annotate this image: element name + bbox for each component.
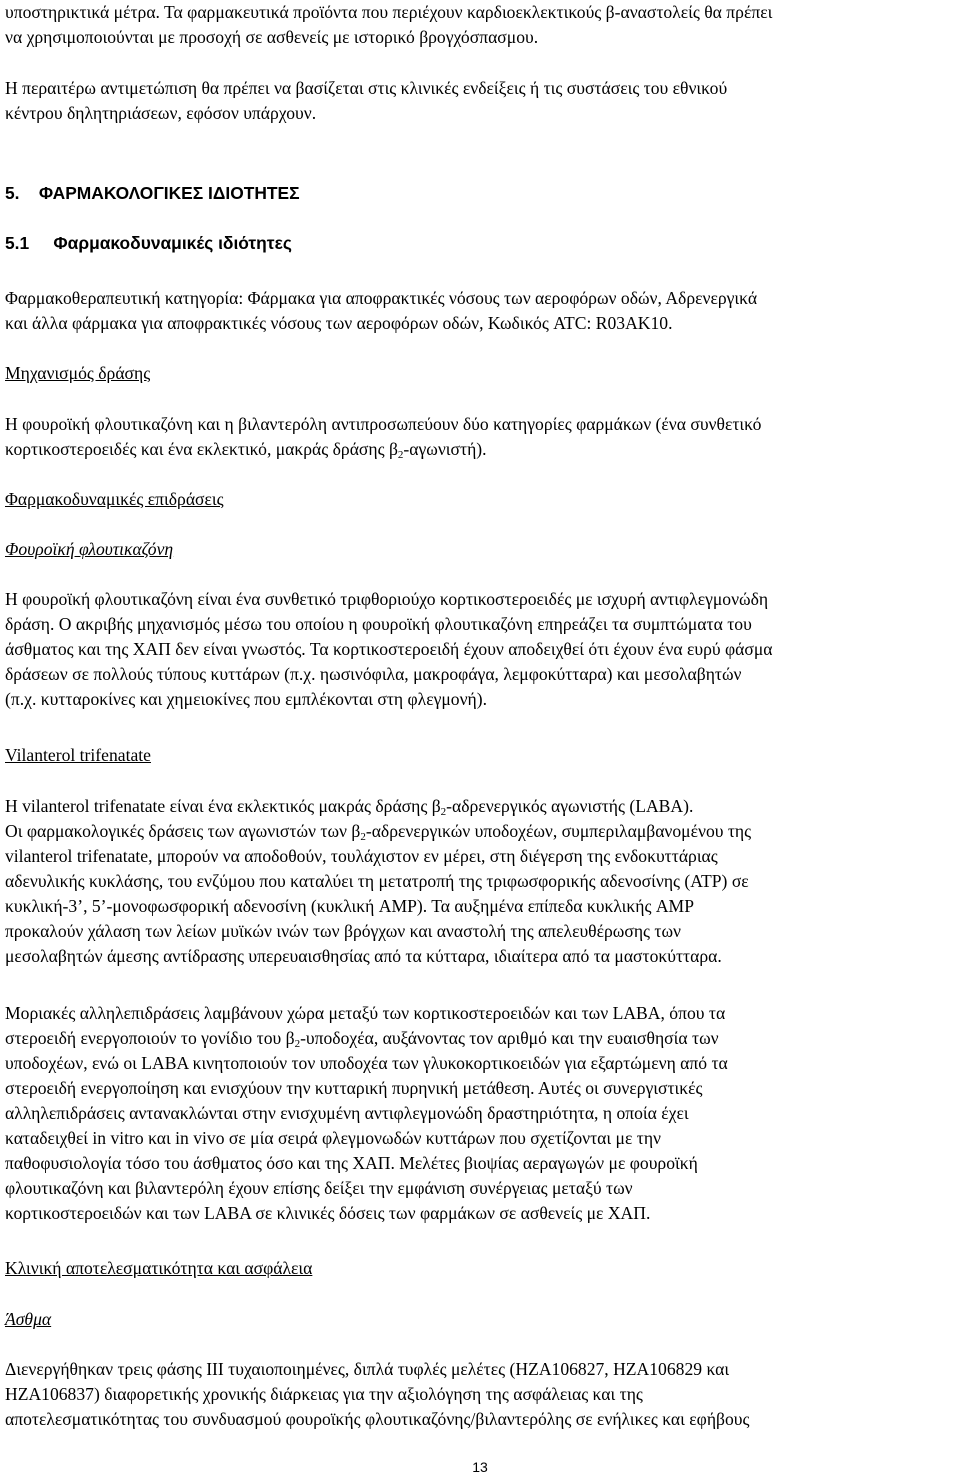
text-line: Η φουροϊκή φλουτικαζόνη και η βιλαντερόλη αντιπροσωπεύουν δύο κατηγορίες φαρμάκων (ένα συνθετικό (5, 414, 762, 434)
text-line: παθοφυσιολογία τόσο του άσθματος όσο και της ΧΑΠ. Μελέτες βιοψίας αεραγωγών με φουροϊκή (5, 1153, 698, 1173)
text-line: στεροειδή ενεργοποιούν το γονίδιο του $\beta_2$-υποδοχέα, αυξάνοντας τον αριθμό και την ευαισθησία των (5, 1028, 719, 1050)
section-title: Φαρμακοδυναμικές ιδιότητες (53, 233, 292, 253)
text-line: καταδειχθεί in vitro και in vivo σε μία σειρά φλεγμονωδών κυττάρων που σχετίζονται με την (5, 1128, 661, 1148)
text-line: κορτικοστεροειδών και των LABA σε κλινικές δόσεις των φαρμάκων σε ασθενείς με ΧΑΠ. (5, 1203, 651, 1223)
text-line: αποτελεσματικότητας του συνδυασμού φουροϊκής φλουτικαζόνης/βιλαντερόλης σε ενήλικες και εφήβους (5, 1409, 750, 1429)
text-line: δράση. Ο ακριβής μηχανισμός μέσω του οποίου η φουροϊκή φλουτικαζόνη επηρεάζει τα συμπτώματα του (5, 614, 752, 634)
text-line: vilanterol trifenatate, μπορούν να αποδοθούν, τουλάχιστον εν μέρει, στη διέγερση της ενδοκυττάριας (5, 846, 718, 866)
text-line: αδενυλικής κυκλάσης, του ενζύμου που καταλύει τη μετατροπή της τριφωσφορικής αδενοσίνης (ATP) σε (5, 871, 749, 891)
vilanterol-paragraph (5, 794, 950, 969)
text-line: αλληλεπιδράσεις αντανακλώνται στην ενισχυμένη αντιφλεγμονώδη δραστηριότητα, η οποία έχει (5, 1103, 689, 1123)
intro-paragraph (5, 0, 950, 50)
text-line: Η vilanterol trifenatate είναι ένα εκλεκτικός μακράς δράσης $\beta_2$-αδρενεργικός αγωνιστής (LABA). (5, 796, 694, 818)
section-title: ΦΑΡΜΑΚΟΛΟΓΙΚΕΣ ΙΔΙΟΤΗΤΕΣ (38, 183, 300, 203)
asthma-heading: Άσθμα (5, 1309, 52, 1329)
text-line: δράσεων σε πολλούς τύπους κυττάρων (π.χ. ηωσινόφιλα, μακροφάγα, λεμφοκύτταρα) και μεσολαβητών (5, 664, 742, 684)
fluticasone-paragraph (5, 587, 950, 712)
vilanterol-heading: Vilanterol trifenatate (5, 745, 151, 765)
text-line: κορτικοστεροειδές και ένα εκλεκτικό, μακράς δράσης $\beta_2-\alpha\gamma\omega\nu\iota\sigma\tau ή$). (5, 439, 487, 461)
section-number: 5. (5, 183, 20, 203)
text-line: κυκλική-3’, 5’-μονοφωσφορική αδενοσίνη (κυκλική AMP). Τα αυξημένα επίπεδα κυκλικής AMP (5, 896, 694, 916)
text-line: Η περαιτέρω αντιμετώπιση θα πρέπει να βασίζεται στις κλινικές ενδείξεις ή τις συστάσεις του εθνικού (5, 78, 728, 98)
text-line: άσθματος και της ΧΑΠ δεν είναι γνωστός. Τα κορτικοστεροειδή έχουν αποδειχθεί ότι έχουν ένα ευρύ φάσμα (5, 639, 773, 659)
text-line: Η φουροϊκή φλουτικαζόνη είναι ένα συνθετικό τριφθοριούχο κορτικοστεροειδές με ισχυρή αντιφλεγμονώδη (5, 589, 769, 609)
text-line: Οι φαρμακολογικές δράσεις των αγωνιστών των $\beta_2$-αδρενεργικών υποδοχέων, συμπεριλαμβανομένου της (5, 821, 752, 843)
text-line: HZA106837) διαφορετικής χρονικής διάρκειας για την αξιολόγηση της ασφάλειας και της (5, 1384, 643, 1404)
text-line: υποστηρικτικά μέτρα. Τα φαρμακευτικά προϊόντα που περιέχουν καρδιοεκλεκτικούς β-αναστολείς θα πρέπει (5, 2, 773, 22)
interactions-paragraph (5, 1001, 950, 1226)
section-5-1-heading (5, 231, 292, 256)
page-number: 13 (472, 1459, 488, 1475)
further-treatment-paragraph (5, 76, 950, 126)
text-line: κέντρου δηλητηριάσεων, εφόσον υπάρχουν. (5, 103, 317, 123)
category-paragraph (5, 286, 950, 336)
clinical-heading: Κλινική αποτελεσματικότητα και ασφάλεια (5, 1258, 313, 1278)
mechanism-heading: Μηχανισμός δράσης (5, 363, 151, 383)
mechanism-paragraph (5, 412, 950, 462)
text-line: προκαλούν χάλαση των λείων μυϊκών ινών των βρόγχων και αναστολή της απελευθέρωσης των (5, 921, 682, 941)
text-line: Φαρμακοθεραπευτική κατηγορία: Φάρμακα για αποφρακτικές νόσους των αεροφόρων οδών, Αδρενεργικά (5, 288, 758, 308)
section-number: 5.1 (5, 233, 30, 253)
fluticasone-heading: Φουροϊκή φλουτικαζόνη (5, 539, 174, 559)
text-line: στεροειδή ενεργοποίηση και ενισχύουν την κυτταρική πυρηνική μετάθεση. Αυτές οι συνεργιστικές (5, 1078, 703, 1098)
text-line: Μοριακές αλληλεπιδράσεις λαμβάνουν χώρα μεταξύ των κορτικοστεροειδών και των LABA, όπου τα (5, 1003, 726, 1023)
text-line: φλουτικαζόνη και βιλαντερόλη έχουν επίσης δείξει την εμφάνιση συνέργειας μεταξύ των (5, 1178, 633, 1198)
text-line: (π.χ. κυτταροκίνες και χημειοκίνες που εμπλέκονται στη φλεγμονή). (5, 689, 487, 709)
text-line: να χρησιμοποιούνται με προσοχή σε ασθενείς με ιστορικό βρογχόσπασμου. (5, 27, 539, 47)
text-line: Διενεργήθηκαν τρεις φάσης III τυχαιοποιημένες, διπλά τυφλές μελέτες (HZA106827, HZA106829 και (5, 1359, 730, 1379)
asthma-paragraph (5, 1357, 950, 1432)
text-line: και άλλα φάρμακα για αποφρακτικές νόσους των αεροφόρων οδών, Κωδικός ATC: R03AK10. (5, 313, 673, 333)
text-line: μεσολαβητών άμεσης αντίδρασης υπερευαισθησίας από τα κύτταρα, ιδιαίτερα από τα μαστοκύτταρα. (5, 946, 722, 966)
section-5-heading (5, 181, 300, 206)
text-line: υποδοχέων, ενώ οι LABA κινητοποιούν τον υποδοχέα των γλυκοκορτικοειδών για εξαρτώμενη από τα (5, 1053, 728, 1073)
pd-effects-heading: Φαρμακοδυναμικές επιδράσεις (5, 489, 224, 509)
